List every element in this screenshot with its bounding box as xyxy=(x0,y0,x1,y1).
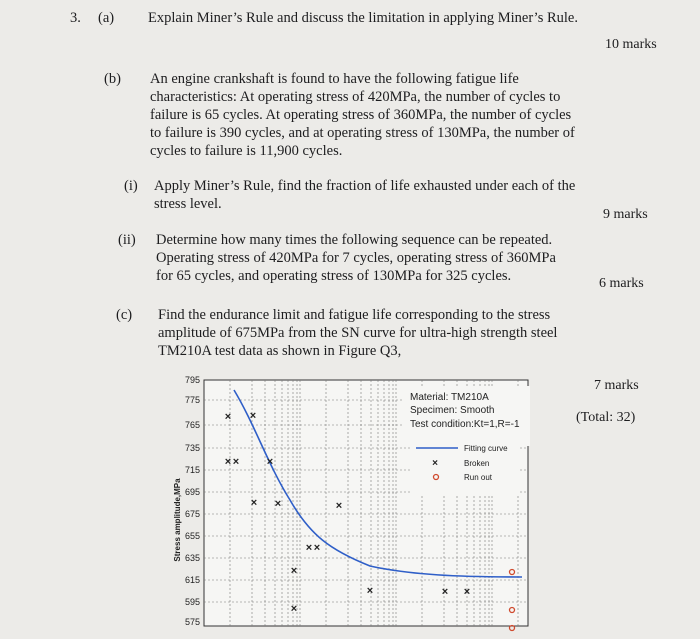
part-bi-text: Apply Miner’s Rule, find the fraction of life exhausted under each of the stress level. xyxy=(154,178,576,212)
y-tick: 635 xyxy=(184,553,200,563)
y-tick: 595 xyxy=(184,597,200,607)
broken-marker: × xyxy=(290,603,298,615)
legend-runout-label: Run out xyxy=(464,473,493,482)
part-bii-label: (ii) xyxy=(118,232,136,248)
part-bi-marks: 9 marks xyxy=(603,207,648,222)
broken-marker: × xyxy=(441,586,449,598)
part-bii-text: Determine how many times the following sequence can be repeated. Operating stress of 420MPa for 7 cycles, operating stress of 360MPa for 65 cycles, and operating stress of 130MPa for 325 cycles. xyxy=(156,232,556,284)
broken-marker: × xyxy=(313,542,321,554)
y-tick: 675 xyxy=(184,509,200,519)
part-a-marks: 10 marks xyxy=(605,37,657,52)
broken-marker: × xyxy=(335,500,343,512)
condition-label: Test condition:Kt=1,R=-1 xyxy=(410,419,520,430)
y-tick: 655 xyxy=(184,531,200,541)
y-tick-labels xyxy=(185,375,200,627)
part-a-text: Explain Miner’s Rule and discuss the limitation in applying Miner’s Rule. xyxy=(148,10,578,26)
part-c-text: Find the endurance limit and fatigue life corresponding to the stress amplitude of 675MPa from the SN curve for ultra-high strength steel TM210A test data as shown in Figure Q3, xyxy=(158,307,558,359)
broken-marker: × xyxy=(224,411,232,423)
broken-marker: × xyxy=(266,456,274,468)
broken-marker: × xyxy=(305,542,313,554)
question-number: 3. xyxy=(70,10,81,26)
broken-marker: × xyxy=(463,586,471,598)
legend-broken-swatch: × xyxy=(432,458,438,469)
y-tick: 695 xyxy=(184,487,200,497)
part-a-label: (a) xyxy=(98,10,115,26)
broken-marker: × xyxy=(366,585,374,597)
y-tick: 765 xyxy=(184,420,200,430)
specimen-label: Specimen: Smooth xyxy=(410,405,495,416)
sn-curve-chart xyxy=(160,370,540,632)
y-axis-label: Stress amplitude,MPa xyxy=(173,478,182,562)
broken-marker: × xyxy=(232,456,240,468)
part-bi-label: (i) xyxy=(124,178,138,194)
part-c-marks: 7 marks xyxy=(594,378,639,393)
y-tick: 775 xyxy=(184,395,200,405)
broken-marker: × xyxy=(250,497,258,509)
part-b-text: An engine crankshaft is found to have the following fatigue life characteristics: At operating stress of 420MPa, the number of cycles to failure is 65 cycles. At operating stress of 360MPa, the number of cycles to failure is 390 cycles, and at operating stress of 130MPa, the number of cycles to failure is 11,900 cycles. xyxy=(150,71,575,159)
material-label: Material: TM210A xyxy=(410,392,489,403)
broken-marker: × xyxy=(249,410,257,422)
sn-curve-figure xyxy=(160,370,540,632)
legend-broken-label: Broken xyxy=(464,459,490,468)
y-tick: 735 xyxy=(184,443,200,453)
y-tick: 715 xyxy=(184,465,200,475)
total-marks: (Total: 32) xyxy=(576,410,636,425)
part-bii-marks: 6 marks xyxy=(599,276,644,291)
broken-marker: × xyxy=(290,565,298,577)
broken-marker: × xyxy=(224,456,232,468)
y-tick: 795 xyxy=(184,375,200,385)
part-c-label: (c) xyxy=(116,307,133,323)
legend-fitting-label: Fitting curve xyxy=(464,444,508,453)
broken-marker: × xyxy=(274,498,282,510)
part-b-label: (b) xyxy=(104,71,121,87)
y-tick: 575 xyxy=(184,617,200,627)
y-tick: 615 xyxy=(184,575,200,585)
